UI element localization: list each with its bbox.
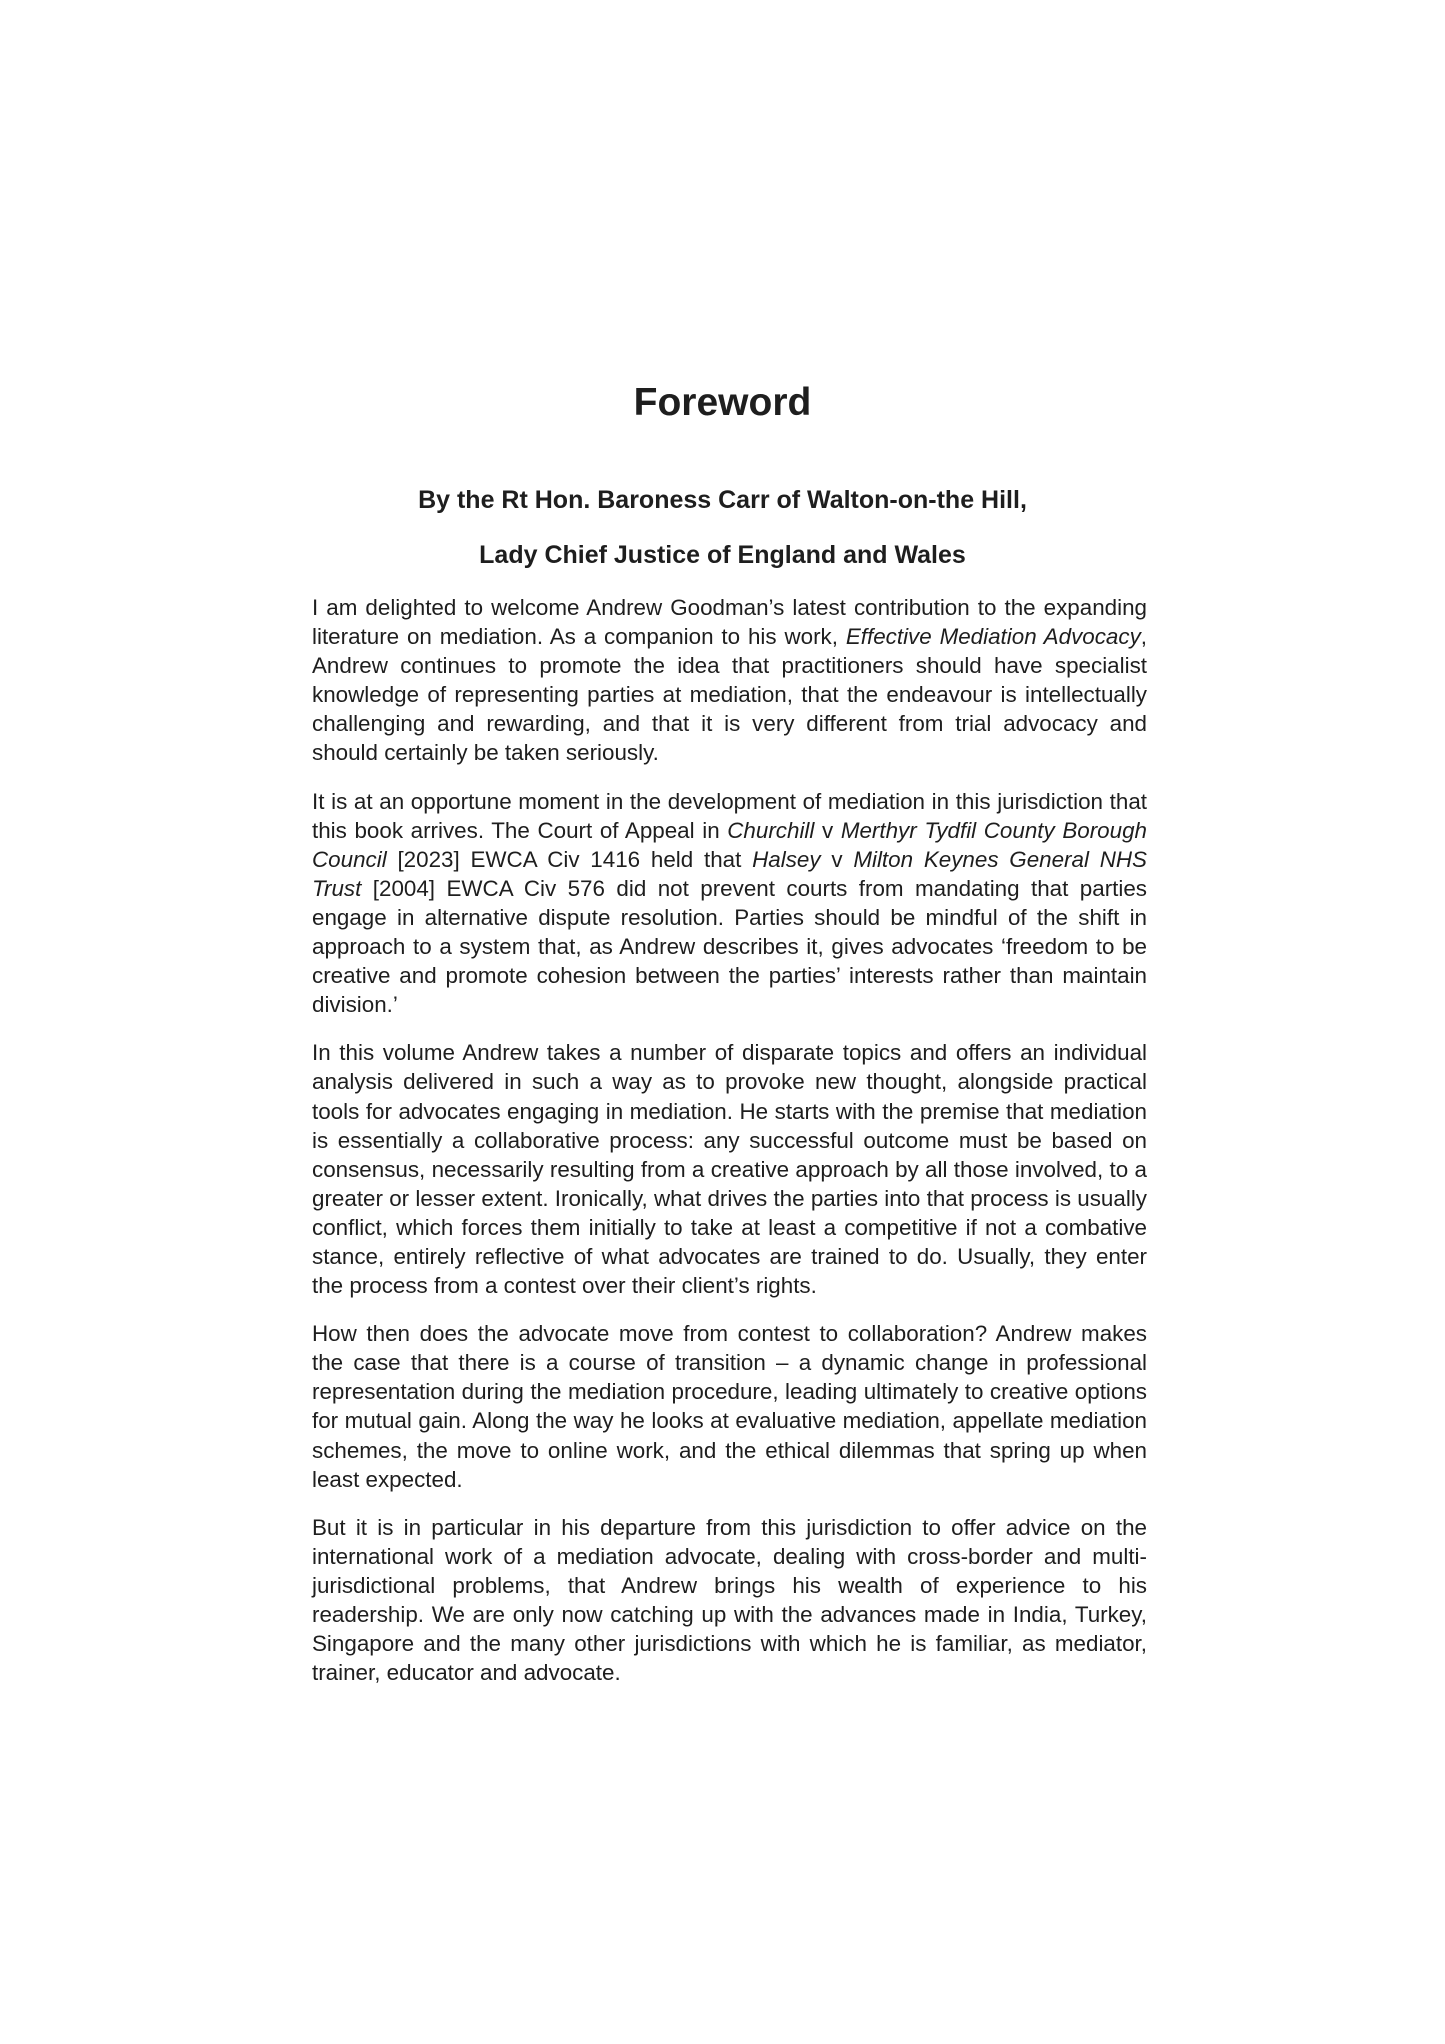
- text-segment: [2023] EWCA Civ 1416 held that: [386, 846, 753, 872]
- text-segment: v: [820, 846, 854, 872]
- paragraph: [312, 593, 1147, 768]
- italic-citation: Halsey: [752, 846, 821, 872]
- byline-author: By the Rt Hon. Baroness Carr of Walton-on-the Hill,: [418, 486, 1027, 514]
- text-segment: In this volume Andrew takes a number of disparate topics and offers an individual analysis delivered in such a way as to provoke new thought, alongside practical tools for advocates engaging in mediation. He starts with the premise that mediation is essentially a collaborative process: any successful outcome must be based on consensus, necessarily resulting from a creative approach by all those involved, to a greater or lesser extent. Ironically, what drives the parties into that process is usually conflict, which forces them initially to take at least a competitive if not a combative stance, entirely reflective of what advocates are trained to do. Usually, they enter the process from a contest over their client’s rights.: [312, 1040, 1147, 1299]
- italic-citation: Churchill: [727, 817, 815, 843]
- text-segment: , Andrew continues to promote the idea that practitioners should have specialist knowledge of representing parties at mediation, that the endeavour is intellectually challenging and rewarding, and that it is very different from trial advocacy and should certainly be taken seriously.: [312, 624, 1147, 766]
- text-segment: [2004] EWCA Civ 576 did not prevent courts from mandating that parties engage in alternative dispute resolution. Parties should be mindful of the shift in approach to a system that, as Andrew describes it, gives advocates ‘freedom to be creative and promote cohesion between the parties’ interests rather than maintain division.’: [312, 875, 1147, 1018]
- page-title: Foreword: [633, 381, 812, 424]
- italic-citation: Effective Mediation Advocacy: [845, 624, 1141, 650]
- paragraph: [312, 787, 1147, 1020]
- text-segment: But it is in particular in his departure from this jurisdiction to offer advice on the international work of a mediation advocate, dealing with cross-border and multi-jurisdictional problems, that Andrew brings his wealth of experience to his readership. We are only now catching up with the advances made in India, Turkey, Singapore and the many other jurisdictions with which he is familiar, as mediator, trainer, educator and advocate.: [312, 1514, 1147, 1686]
- paragraph: [312, 1319, 1147, 1494]
- italic-citation: Milton Keynes General NHS Trust: [312, 846, 1147, 901]
- text-segment: I am delighted to welcome Andrew Goodman’s latest contribution to the expanding literature on mediation. As a companion to his work,: [312, 595, 1147, 650]
- foreword-body: [312, 593, 1147, 1706]
- text-segment: v: [814, 817, 841, 843]
- byline-role: Lady Chief Justice of England and Wales: [479, 541, 966, 569]
- italic-citation: Merthyr Tydfil County Borough Council: [312, 817, 1147, 872]
- paragraph: [312, 1513, 1147, 1688]
- text-segment: How then does the advocate move from contest to collaboration? Andrew makes the case that there is a course of transition – a dynamic change in professional representation during the mediation procedure, leading ultimately to creative options for mutual gain. Along the way he looks at evaluative mediation, appellate mediation schemes, the move to online work, and the ethical dilemmas that spring up when least expected.: [312, 1321, 1147, 1492]
- text-segment: It is at an opportune moment in the development of mediation in this jurisdiction that this book arrives. The Court of Appeal in: [312, 788, 1147, 843]
- paragraph: [312, 1038, 1147, 1300]
